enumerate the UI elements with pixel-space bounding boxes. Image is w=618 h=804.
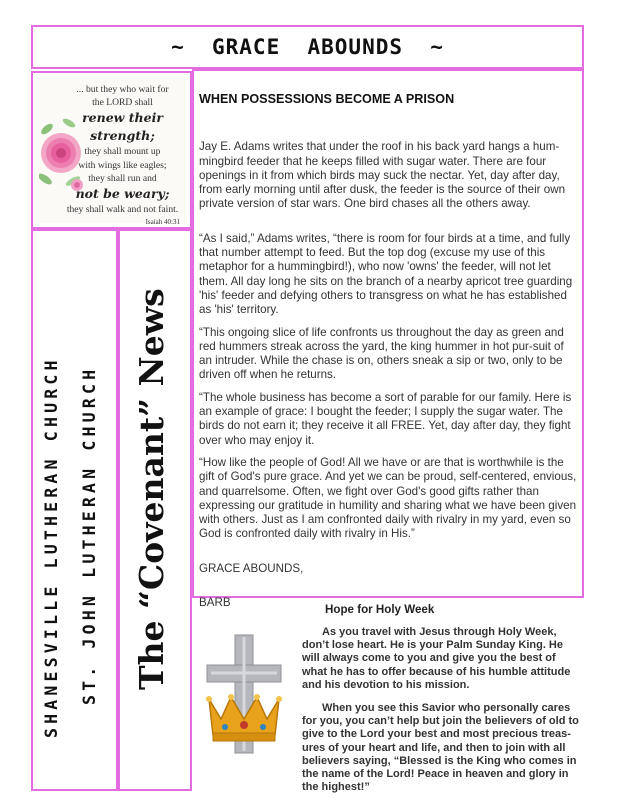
verse-line: they shall run and xyxy=(88,172,157,184)
cross-crown-icon xyxy=(201,633,287,755)
verse-reference: Isaiah 40:31 xyxy=(145,218,180,227)
holy-week-paragraph: As you travel with Jesus through Holy Week, don’t lose heart. He is your Palm Sunday King. He will always come to you and give you the best of what he has to offer because of his humble attitude and his devotion to his mission. xyxy=(302,626,571,691)
verse-line: the LORD shall xyxy=(92,97,153,109)
article-paragraph: “The whole business has become a sort of parable for our family. Here is an example of grace: I bought the feeder; I supply the sugar water. The birds do not earn it; they receive it all FREE. Yet, day after day, they fight over who may enjoy it. xyxy=(199,390,572,447)
article xyxy=(199,92,577,618)
newsletter-name: The “Covenant” News xyxy=(132,288,171,690)
verse-line: with wings like eagles; xyxy=(78,159,167,171)
verse-card xyxy=(37,77,186,227)
holy-week-title: Hope for Holy Week xyxy=(325,603,435,616)
verse-emphasis: renew their strength; xyxy=(82,110,163,144)
holy-week-text xyxy=(302,626,582,804)
article-signature: BARB xyxy=(199,596,231,610)
article-closing: GRACE ABOUNDS, xyxy=(199,561,304,575)
verse-box xyxy=(31,71,192,229)
article-title: WHEN POSSESSIONS BECOME A PRISON xyxy=(199,92,455,106)
article-paragraph: “How like the people of God! All we have or are that is worthwhile is the gift of God's pure grace. And yet we can be proud, self-centered, envious, and quarrelsome. Often, we fight over God's good gifts rather than expressing our gratitude in humility and sharing what we have been given with others. Just as I am confronted daily with rivalry in my yard, even so God is confronted daily with rivalry in His.” xyxy=(199,455,577,541)
header-banner xyxy=(31,25,584,69)
church-name-st-john: ST. JOHN LUTHERAN CHURCH xyxy=(80,365,99,705)
verse-text xyxy=(65,83,180,227)
article-paragraph: “As I said,” Adams writes, “there is room for four birds at a time, and fully that number attempt to feed. But the top dog (excuse my use of this metaphor for a hummingbird!), who now 'owns' the feeder, will not let them. All day long he sits on the branch of a nearby apricot tree guarding 'his' feeder and defying others to transgress on what he has established as 'his' territory. xyxy=(199,231,573,317)
verse-emphasis: not be weary; xyxy=(75,186,170,202)
page-title: ~ GRACE ABOUNDS ~ xyxy=(171,35,444,59)
holy-week-paragraph: When you see this Savior who personally cares for you, you can’t help but join the believers of old to give to the Lord your best and most precious treas-ures of your heart and life, and then to join with all believers saying, “Blessed is the King who comes in the name of the Lord! Peace in heaven and glory in the highest!” xyxy=(302,702,579,794)
church-name-shanesville: SHANESVILLE LUTHERAN CHURCH xyxy=(42,356,61,738)
verse-line: they shall mount up xyxy=(84,146,161,158)
verse-line: ... but they who wait for xyxy=(76,84,169,95)
verse-line: they shall walk and not faint. xyxy=(66,204,179,216)
article-paragraph: “This ongoing slice of life confronts us throughout the day as green and red hummers streak across the yard, the king hummer in hot pur-suit of an intruder. While the chase is on, others sneak a sip or two, only to be driven off when he returns. xyxy=(199,325,564,382)
article-paragraph: Jay E. Adams writes that under the roof in his back yard hangs a hum-mingbird feeder that he keeps filled with sugar water. There are four openings in it from which birds may suck the nectar. Yet, day after day, from early morning until after dusk, the feeder is the source of their own private version of star wars. One bird chases all the others away. xyxy=(199,140,566,211)
